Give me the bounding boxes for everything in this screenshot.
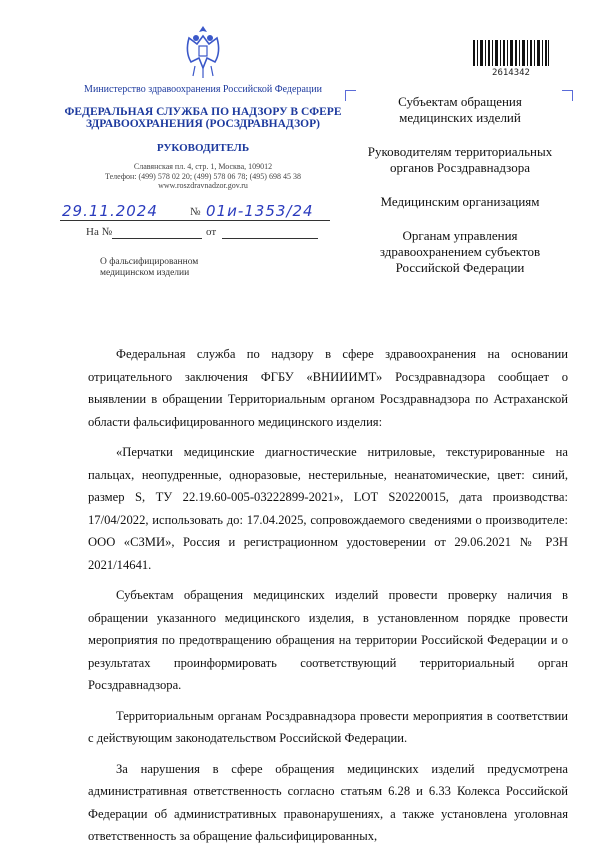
- addressee: Субъектам обращения медицинских изделий: [398, 94, 522, 125]
- registration-number: 01и-1353/24: [206, 202, 314, 220]
- service-name: ФЕДЕРАЛЬНАЯ СЛУЖБА ПО НАДЗОРУ В СФЕРЕ ЗДРАВООХРАНЕНИЯ (РОСЗДРАВНАДЗОР): [64, 106, 342, 130]
- address-corner-tr: [562, 90, 573, 101]
- addressee: Медицинским организациям: [380, 194, 540, 209]
- website: www.roszdravnadzor.gov.ru: [158, 181, 248, 190]
- ref-prefix: На №: [86, 226, 113, 238]
- contacts-block: [58, 162, 348, 191]
- address-corner-tl: [345, 90, 356, 101]
- body-paragraph: За нарушения в сфере обращения медицинских изделий предусмотрена административная ответственность согласно статьям 6.28 и 6.33 Колекса Российской Федерации об административных правонарушениях, а также установлена уголовная ответственность за обращение фальсифицированных,: [88, 761, 568, 843]
- letterhead: [58, 22, 348, 191]
- ref-date-line: [222, 238, 318, 239]
- phones: Телефон: (499) 578 02 20; (499) 578 06 78; (495) 698 45 38: [105, 171, 301, 181]
- addressee: Руководителям территориальных органов Росздравнадзора: [367, 144, 553, 175]
- body-paragraph: «Перчатки медицинские диагностические нитриловые, текстурированные на пальцах, неопудренные, одноразовые, нестерильные, неанатомические, цвет: синий, размер S, ТУ 22.19.60-005-03222899-2021», LOT S20220015, дата производства: 17/04/2022, использовать до: 17.04.2025, сопровождаемого сведениями о производителе: ООО «СЗМИ», Россия и регистрационном удостоверении от 29.06.2021 № РЗН 2021/14641.: [88, 445, 568, 572]
- number-label: №: [190, 206, 201, 218]
- barcode-number: 2614342: [492, 68, 530, 78]
- head-title: РУКОВОДИТЕЛЬ: [156, 142, 250, 154]
- letter-subject: О фальсифицированном медицинском изделии: [100, 257, 199, 278]
- body-paragraph: Федеральная служба по надзору в сфере здравоохранения на основании отрицательного заключения ФГБУ «ВНИИИМТ» Росздравнадзора сообщает о выявлении в обращении Территориальным органом Росздравнадзора по Астраханской области фальсифицированного медицинского изделия:: [88, 347, 568, 429]
- body-paragraph: Субъектам обращения медицинских изделий провести проверку наличия в обращении указанного медицинского изделия, в установленном порядке провести мероприятия по предотвращению обращения на территории Российской Федерации и о результатах проинформировать соответствующий территориальный орган Росздравнадзора.: [88, 588, 568, 692]
- letter-body: [88, 343, 568, 856]
- addressees-block: [360, 94, 560, 294]
- ref-number-line: [112, 238, 202, 239]
- body-paragraph: Территориальным органам Росздравнадзора провести мероприятия в соответствии с действующим законодательством Российской Федерации.: [88, 708, 568, 745]
- reference-row: [60, 224, 340, 246]
- registration-underline: [60, 220, 330, 221]
- barcode-icon: [473, 40, 549, 66]
- registration-block: [60, 202, 340, 246]
- address: Славянская пл. 4, стр. 1, Москва, 109012: [133, 162, 273, 171]
- ref-from: от: [206, 226, 217, 238]
- registration-row: [60, 202, 340, 224]
- addressee: Органам управления здравоохранением субъектов Российской Федерации: [379, 228, 541, 275]
- coat-of-arms-icon: [181, 22, 225, 80]
- registration-date: 29.11.2024: [62, 202, 158, 220]
- ministry-name: Министерство здравоохранения Российской Федерации: [84, 84, 322, 95]
